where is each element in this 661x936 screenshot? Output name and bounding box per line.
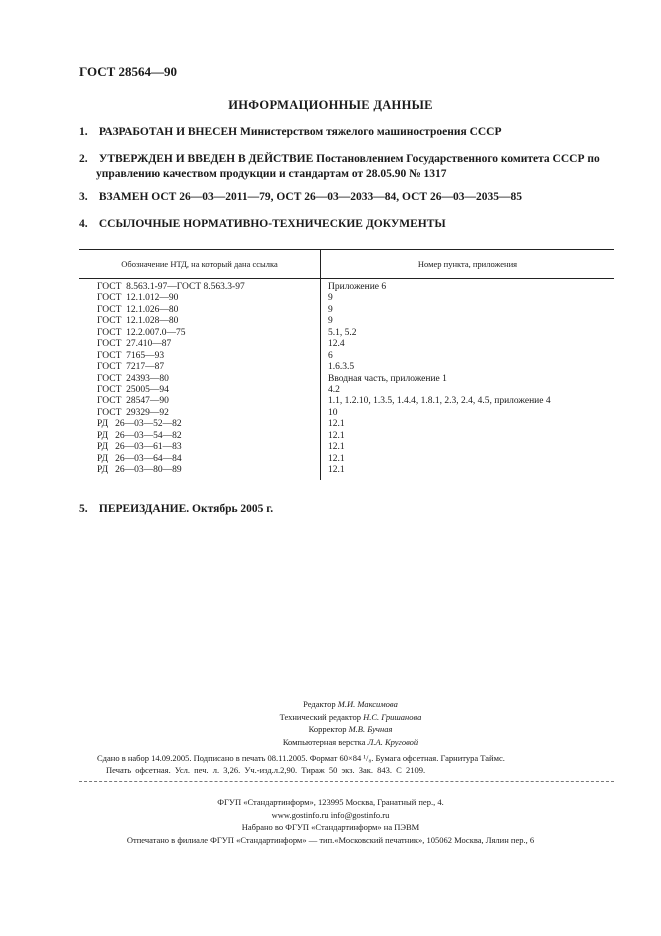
- table-row: [79, 305, 614, 316]
- section-2: [79, 152, 624, 182]
- credits-block: [0, 698, 661, 748]
- cell-document: ГОСТ 7165—93: [97, 350, 165, 361]
- imprint-line-2: Печать офсетная. Усл. печ. л. 3,26. Уч.-изд.л.2,90. Тираж 50 экз. Зак. 843. С 2109.: [106, 765, 426, 775]
- publisher-address: ФГУП «Стандартинформ», 123995 Москва, Гранатный пер., 4.: [217, 797, 444, 807]
- credit-label: Технический редактор: [279, 711, 361, 722]
- standard-code: ГОСТ 28564—90: [79, 64, 178, 79]
- cell-document: ГОСТ 25005—94: [97, 384, 169, 395]
- publisher-typeset: Набрано во ФГУП «Стандартинформ» на ПЭВМ: [241, 822, 420, 832]
- cell-document: ГОСТ 29329—92: [97, 407, 169, 418]
- table-row: [79, 374, 614, 385]
- section-3: [79, 190, 624, 205]
- cell-document: РД 26—03—80—89: [97, 465, 182, 475]
- cell-clause: 12.1: [328, 442, 345, 453]
- table-row: [79, 362, 614, 373]
- cell-clause: 1.6.3.5: [328, 362, 355, 373]
- section-number: 3.: [79, 191, 88, 203]
- table-row: [79, 419, 614, 430]
- section-text: Октябрь 2005 г.: [192, 503, 274, 515]
- cell-clause: 6: [328, 350, 333, 361]
- cell-document: РД 26—03—52—82: [97, 419, 182, 430]
- cell-document: ГОСТ 28547—90: [97, 396, 169, 407]
- credit-name: М.В. Бучная: [348, 724, 393, 734]
- section-text: Постановлением Государственного комитета СССР по: [316, 153, 600, 165]
- cell-document: ГОСТ 7217—87: [97, 362, 165, 373]
- table-row: [79, 396, 614, 407]
- section-number: 4.: [79, 218, 88, 230]
- cell-clause: Вводная часть, приложение 1: [328, 373, 447, 384]
- table-row: [79, 293, 614, 304]
- credit-corrector: [20, 723, 661, 736]
- publisher-block: [0, 796, 661, 846]
- cell-clause: 9: [328, 293, 333, 304]
- table-row: [79, 339, 614, 350]
- imprint-line-1: Сдано в набор 14.09.2005. Подписано в печать 08.11.2005. Формат 60×84 ¹/₈. Бумага офсетная. Гарнитура Таймс.: [97, 753, 505, 763]
- publisher-web: www.gostinfo.ru info@gostinfo.ru: [271, 809, 390, 820]
- cell-clause: 12.1: [328, 453, 345, 464]
- column-header-clause: Номер пункта, приложения: [417, 259, 518, 269]
- table-row: [79, 408, 614, 419]
- cell-clause: Приложение 6: [328, 282, 387, 292]
- cell-document: ГОСТ 12.1.026—80: [97, 304, 179, 315]
- table-row: [79, 351, 614, 362]
- column-header-document: Обозначение НТД, на который дана ссылка: [121, 259, 278, 269]
- section-text-continued: управлению качеством продукции и стандартам от 28.05.90 № 1317: [96, 168, 447, 180]
- cell-document: ГОСТ 27.410—87: [97, 339, 172, 350]
- cell-document: ГОСТ 24393—80: [97, 373, 169, 384]
- cell-clause: 9: [328, 316, 333, 327]
- credit-editor: [20, 698, 661, 711]
- cell-document: ГОСТ 12.1.028—80: [97, 316, 179, 327]
- cell-clause: 9: [328, 304, 333, 315]
- credit-layout: [20, 736, 661, 749]
- cell-clause: 12.1: [328, 430, 345, 441]
- cell-document: РД 26—03—64—84: [97, 453, 182, 464]
- publisher-printed: Отпечатано в филиале ФГУП «Стандартинформ» — тип.«Московский печатник», 105062 Москва, Лялин пер., 6: [126, 834, 535, 845]
- cell-document: РД 26—03—61—83: [97, 442, 182, 453]
- credit-name: Л.А. Круговой: [367, 736, 419, 747]
- cell-document: РД 26—03—54—82: [97, 430, 182, 441]
- section-1: [79, 125, 624, 140]
- credit-tech-editor: [20, 711, 661, 724]
- table-row: [79, 465, 614, 476]
- section-number: 1.: [79, 126, 88, 138]
- cell-document: ГОСТ 12.1.012—90: [97, 293, 179, 304]
- section-heading: УТВЕРЖДЕН И ВВЕДЕН В ДЕЙСТВИЕ: [98, 153, 314, 165]
- cell-clause: 1.1, 1.2.10, 1.3.5, 1.4.4, 1.8.1, 2.3, 2.4, 4.5, приложение 4: [328, 396, 551, 407]
- section-heading: ССЫЛОЧНЫЕ НОРМАТИВНО-ТЕХНИЧЕСКИЕ ДОКУМЕНТЫ: [98, 218, 446, 230]
- credit-label: Редактор: [303, 699, 336, 709]
- cell-document: ГОСТ 8.563.1-97—ГОСТ 8.563.3-97: [97, 282, 245, 292]
- section-heading: ВЗАМЕН ОСТ 26—03—2011—79, ОСТ 26—03—2033—84, ОСТ 26—03—2035—85: [98, 191, 522, 203]
- table-row: [79, 431, 614, 442]
- table-body: [79, 279, 614, 476]
- table-row: [79, 442, 614, 453]
- references-table: [79, 249, 614, 476]
- cell-clause: 12.4: [328, 339, 345, 350]
- credit-name: М.И. Максимова: [337, 699, 398, 709]
- table-row: [79, 282, 614, 293]
- section-text: Министерством тяжелого машиностроения СССР: [239, 126, 502, 138]
- section-heading: РАЗРАБОТАН И ВНЕСЕН: [98, 126, 238, 138]
- section-heading: ПЕРЕИЗДАНИЕ.: [98, 503, 190, 515]
- separator-line: [79, 781, 614, 782]
- table-row: [79, 385, 614, 396]
- credit-label: Компьютерная верстка: [282, 736, 366, 747]
- cell-clause: 12.1: [328, 465, 345, 475]
- table-row: [79, 454, 614, 465]
- section-number: 2.: [79, 153, 88, 165]
- section-number: 5.: [79, 503, 88, 515]
- cell-clause: 5.1, 5.2: [328, 327, 357, 338]
- table-row: [79, 316, 614, 327]
- credit-label: Корректор: [308, 724, 347, 734]
- page-title: ИНФОРМАЦИОННЫЕ ДАННЫЕ: [228, 98, 433, 112]
- cell-clause: 10: [328, 407, 338, 418]
- table-header: [79, 250, 614, 279]
- section-5: [79, 502, 624, 517]
- cell-document: ГОСТ 12.2.007.0—75: [97, 327, 186, 338]
- cell-clause: 4.2: [328, 384, 340, 395]
- cell-clause: 12.1: [328, 419, 345, 430]
- section-4: [79, 217, 624, 232]
- credit-name: Н.С. Гришанова: [363, 711, 422, 722]
- table-row: [79, 328, 614, 339]
